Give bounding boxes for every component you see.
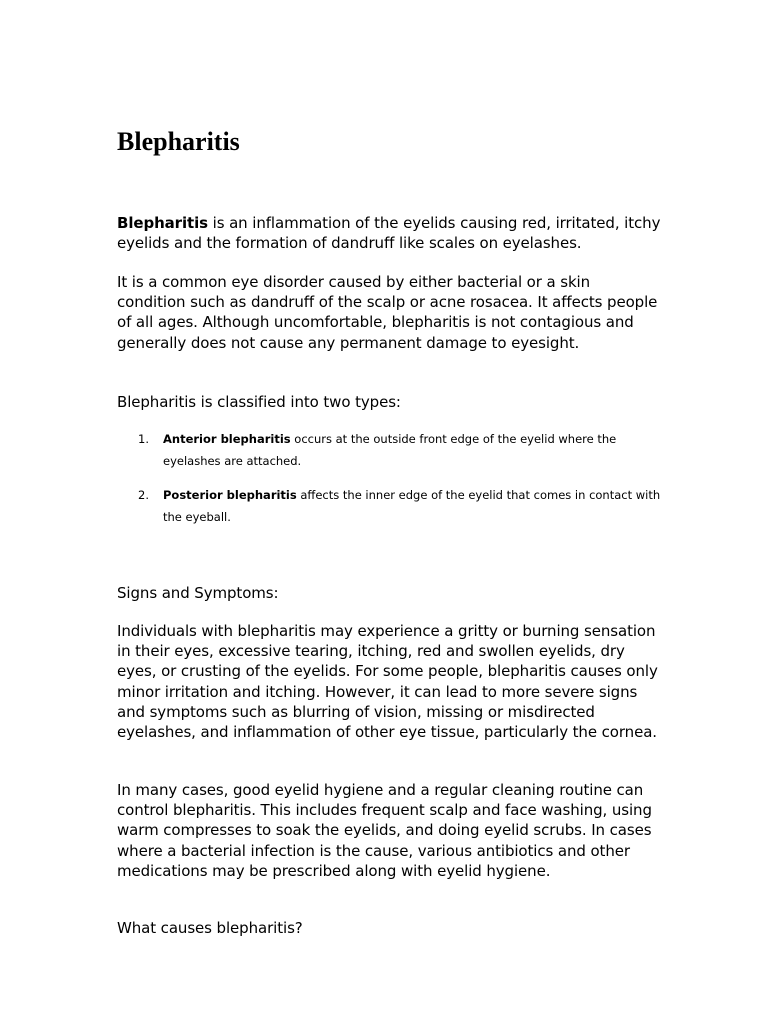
type-text: affects the inner edge of the eyelid that comes in contact with the eyeball. [163,488,661,524]
hygiene-paragraph: In many cases, good eyelid hygiene and a regular cleaning routine can control blepharitis. This includes frequent scalp and face washing, using warm compresses to soak the eyelids, and doing eyelid scrubs. In cases where a bacterial infection is the cause, various antibiotics and other medications may be prescribed along with eyelid hygiene. [117,781,652,880]
intro-term: Blepharitis [117,214,208,232]
types-list [117,429,662,528]
type-term: Anterior blepharitis [163,432,291,446]
list-number: 1. [138,432,149,446]
page-title: Blepharitis [117,127,240,156]
signs-heading: Signs and Symptoms: [117,584,279,602]
list-item [117,429,662,472]
type-text: occurs at the outside front edge of the eyelid where the eyelashes are attached. [163,432,617,468]
classification-intro: Blepharitis is classified into two types: [117,393,401,411]
intro-text: is an inflammation of the eyelids causing red, irritated, itchy eyelids and the formation of dandruff like scales on eyelashes. [117,214,661,253]
list-item [117,485,662,528]
common-disorder-paragraph: It is a common eye disorder caused by either bacterial or a skin condition such as dandruff of the scalp or acne rosacea. It affects people of all ages. Although uncomfortable, blepharitis is not contagious and generally does not cause any permanent damage to eyesight. [117,273,658,352]
signs-paragraph: Individuals with blepharitis may experience a gritty or burning sensation in their eyes, excessive tearing, itching, red and swollen eyelids, dry eyes, or crusting of the eyelids. For some people, blepharitis causes only minor irritation and itching. However, it can lead to more severe signs and symptoms such as blurring of vision, missing or misdirected eyelashes, and inflammation of other eye tissue, particularly the cornea. [117,622,658,742]
list-number: 2. [138,488,149,502]
causes-heading: What causes blepharitis? [117,919,303,937]
intro-paragraph [117,213,662,253]
type-term: Posterior blepharitis [163,488,297,502]
